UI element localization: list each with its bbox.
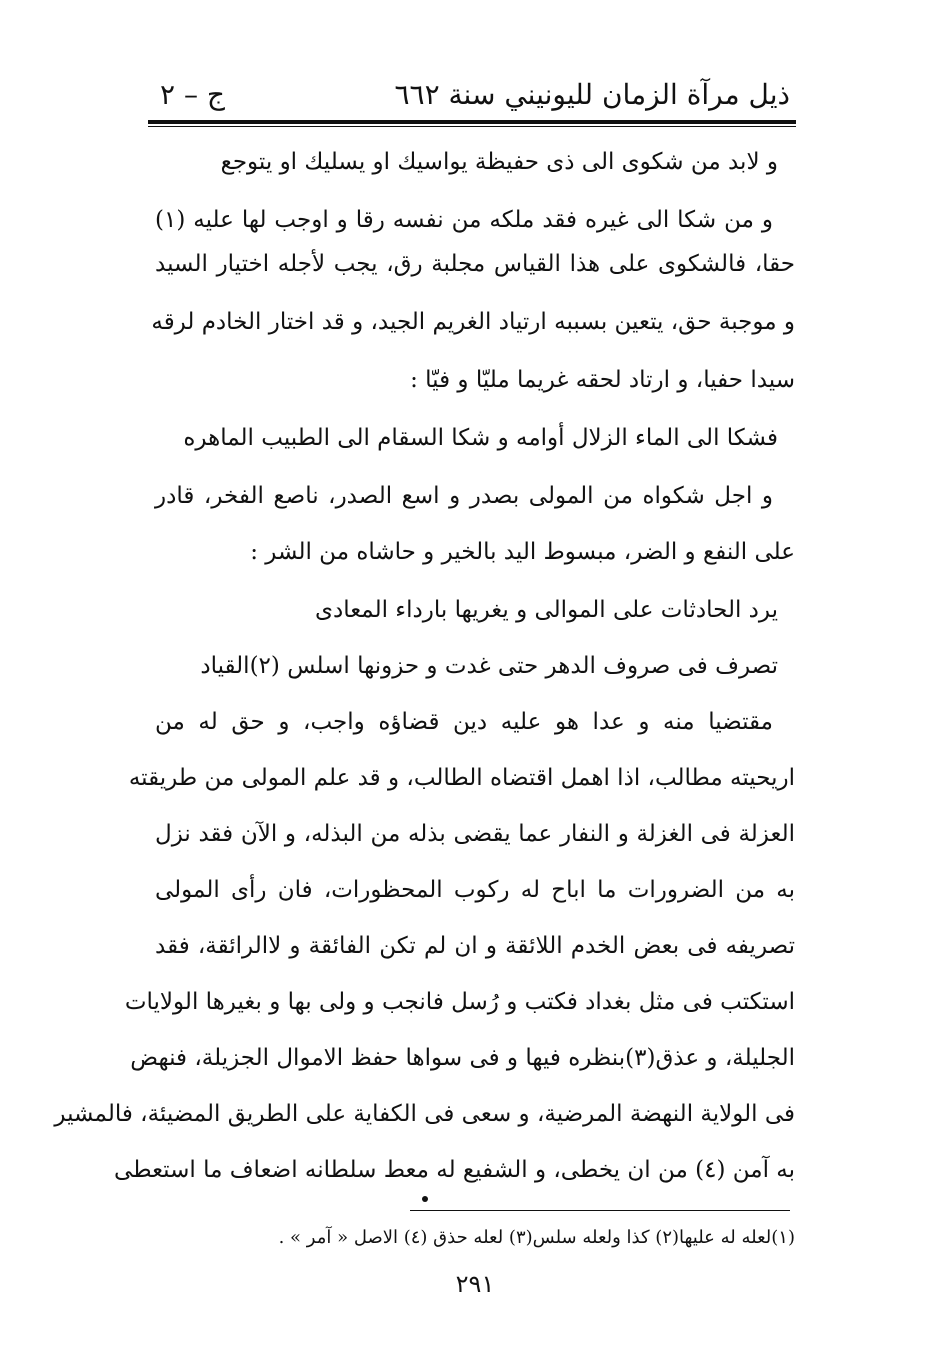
verse-line bbox=[168, 646, 778, 686]
verse-text: تصرف فى صروف الدهر حتى غدت و حزونها اسلس (٢)القياد bbox=[200, 653, 778, 679]
header-rule-thick bbox=[148, 120, 796, 124]
volume-part-label: ج – ٢ bbox=[160, 77, 225, 111]
text-line: تصريفه فى بعض الخدم اللائقة و ان لم تكن الفائقة و لاالرائقة، فقد bbox=[155, 933, 795, 959]
page-number: ٢٩١ bbox=[455, 1270, 495, 1298]
text-line: فى الولاية النهضة المرضية، و سعى فى الكفاية على الطريق المضيئة، فالمشير bbox=[54, 1101, 795, 1127]
footnote-separator bbox=[410, 1210, 790, 1211]
running-title: ذيل مرآة الزمان لليونيني سنة ٦٦٢ bbox=[394, 77, 790, 111]
footnotes: (١)لعله له عليها(٢) كذا ولعله سلس(٣) لعله حذق (٤) الاصل « آمر » . bbox=[278, 1227, 795, 1248]
verse-line bbox=[168, 142, 778, 182]
verse-line bbox=[168, 590, 778, 630]
text-line: و من شكا الى غيره فقد ملكه من نفسه رقا و اوجب لها عليه (١) bbox=[155, 207, 773, 233]
text-line: اريحيته مطالب، اذا اهمل اقتضاه الطالب، و قد علم المولى من طريقته bbox=[128, 765, 795, 791]
text-line: سيدا حفيا، و ارتاد لحقه غريما مليّا و فيّا : bbox=[410, 367, 795, 393]
text-line: و اجل شكواه من المولى بصدر و اسع الصدر، ناصع الفخر، قادر bbox=[155, 483, 773, 509]
text-line: استكتب فى مثل بغداد فكتب و رُسل فانجب و ولى بها و بغيرها الولايات bbox=[124, 989, 795, 1015]
text-line: الجليلة، و عذق(٣)بنظره فيها و فى سواها حفظ الاموال الجزيلة، فنهض bbox=[130, 1045, 795, 1071]
text-line: على النفع و الضر، مبسوط اليد بالخير و حاشاه من الشر : bbox=[250, 539, 795, 565]
text-line: مقتضيا منه و عدا هو عليه دين قضاؤه واجب، و حق له من bbox=[155, 709, 773, 735]
text-line: به من الضرورات ما اباح له ركوب المحظورات، فان رأى المولى bbox=[155, 877, 795, 903]
text-line: حقا، فالشكوى على هذا القياس مجلبة رق، يجب لأجله اختيار السيد bbox=[155, 251, 795, 277]
verse-line bbox=[168, 418, 778, 458]
footnote-dot bbox=[422, 1196, 428, 1202]
text-line: به آمن (٤) من ان يخطى، و الشفيع له معط سلطانه اضعاف ما استعطى bbox=[114, 1157, 795, 1183]
verse-text: فشكا الى الماء الزلال أوامه و شكا السقام الى الطبيب الماهره bbox=[183, 425, 778, 451]
text-line: العزلة فى الغزلة و النفار عما يقضى بذله من البذله، و الآن فقد نزل bbox=[155, 821, 795, 847]
verse-text: يرد الحادثات على الموالى و يغريها بارداء المعادى bbox=[314, 597, 778, 623]
running-header bbox=[160, 70, 790, 118]
verse-text: و لابد من شكوى الى ذى حفيظة يواسيك او يسليك او يتوجع bbox=[220, 149, 778, 175]
header-rule-thin bbox=[148, 126, 796, 127]
text-line: و موجبة حق، يتعين بسببه ارتياد الغريم الجيد، و قد اختار الخادم لرقه bbox=[151, 309, 795, 335]
